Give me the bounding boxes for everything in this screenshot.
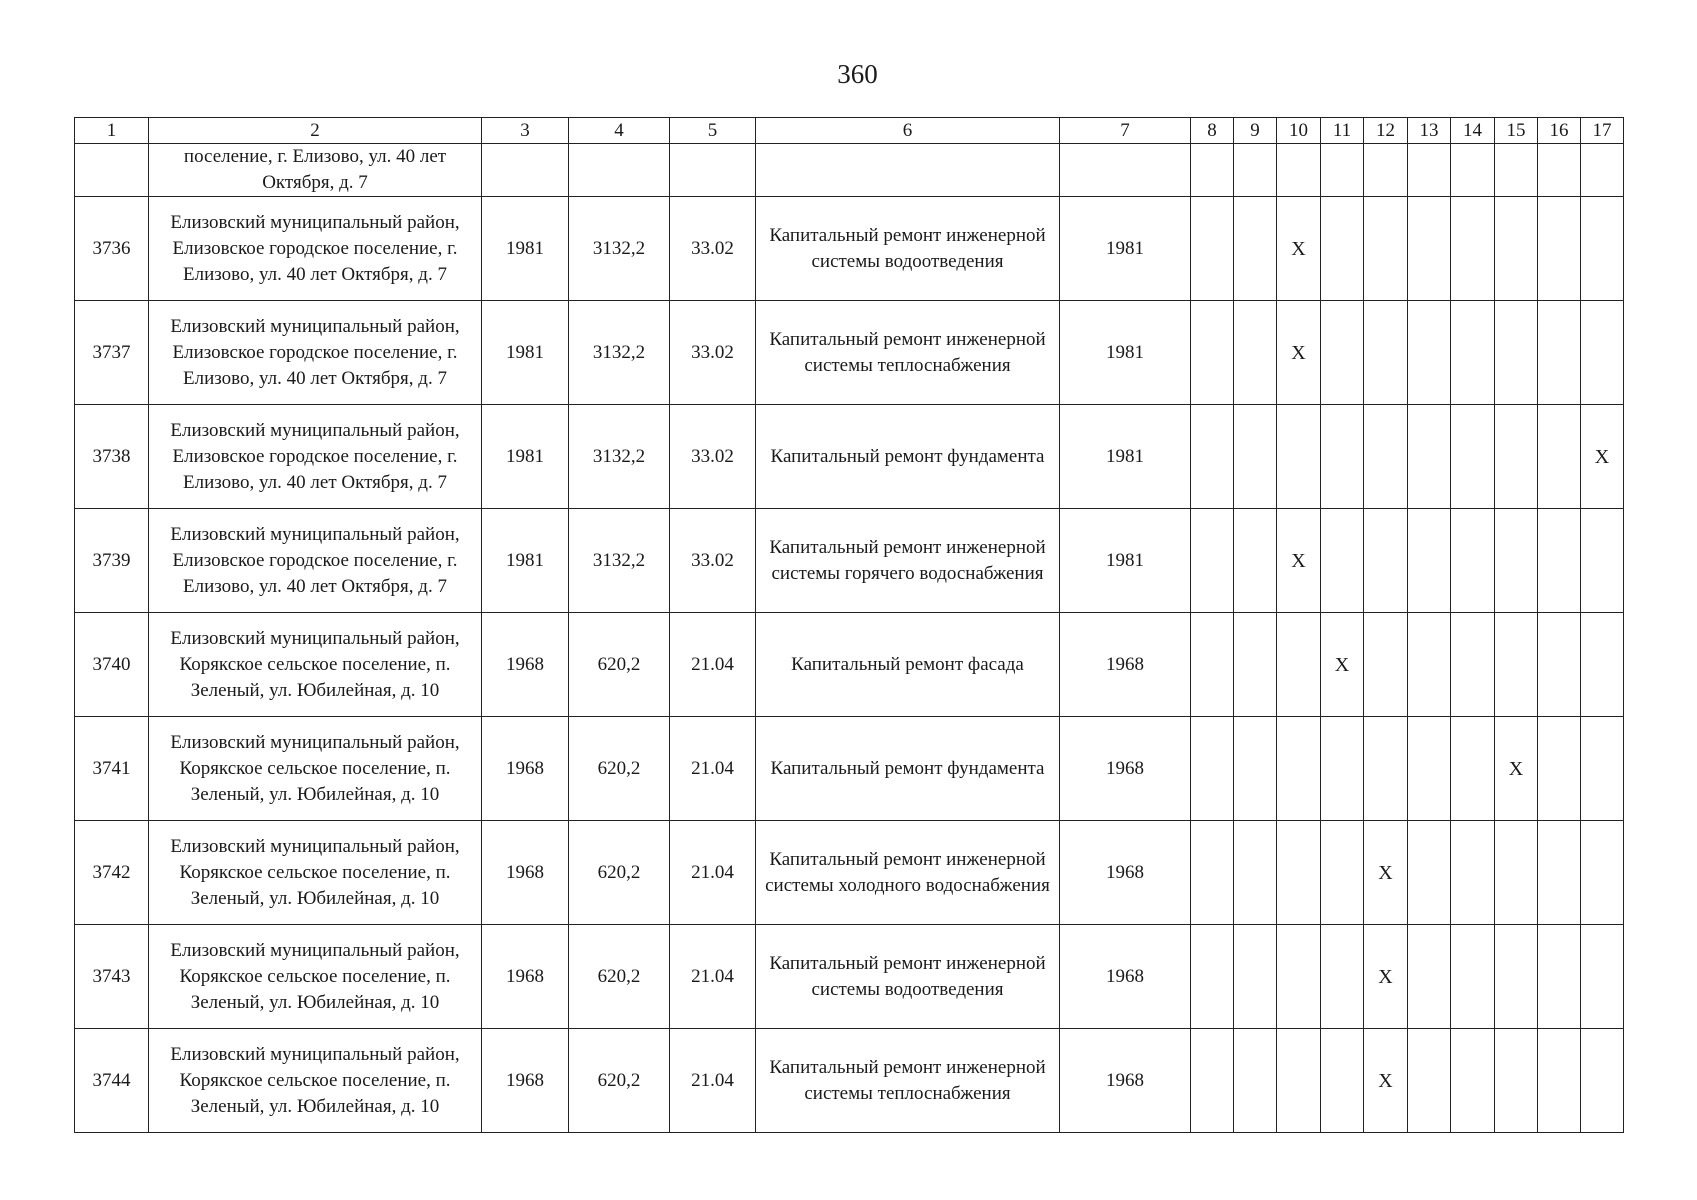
year-cell: 1968 (1060, 1029, 1191, 1133)
area-cell: 620,2 (569, 821, 670, 925)
mark-cell-col-10 (1277, 1029, 1321, 1133)
code-cell: 21.04 (670, 925, 756, 1029)
column-header: 5 (670, 118, 756, 144)
year-cell: 1968 (1060, 925, 1191, 1029)
mark-cell-col-14 (1451, 509, 1495, 613)
area-cell: 620,2 (569, 925, 670, 1029)
table-row (75, 821, 1624, 925)
mark-cell-col-16 (1538, 821, 1581, 925)
empty-cell (1277, 144, 1321, 197)
mark-cell-col-11 (1321, 925, 1364, 1029)
mark-cell-col-14 (1451, 1029, 1495, 1133)
table-row (75, 405, 1624, 509)
empty-cell (1060, 144, 1191, 197)
address-cell: Елизовский муниципальный район, Корякское сельское поселение, п. Зеленый, ул. Юбилейная, д. 10 (149, 821, 482, 925)
mark-cell-col-15 (1495, 405, 1538, 509)
mark-cell-col-8 (1191, 821, 1234, 925)
column-header: 6 (756, 118, 1060, 144)
empty-cell (1495, 144, 1538, 197)
mark-cell-col-11 (1321, 197, 1364, 301)
mark-cell-col-8 (1191, 613, 1234, 717)
mark-cell-col-13 (1408, 821, 1451, 925)
mark-cell-col-16 (1538, 613, 1581, 717)
year-cell: 1981 (1060, 301, 1191, 405)
table-row (75, 509, 1624, 613)
area-cell: 3132,2 (569, 301, 670, 405)
mark-cell-col-13 (1408, 717, 1451, 821)
work-type-cell: Капитальный ремонт инженерной системы холодного водоснабжения (756, 821, 1060, 925)
mark-cell-col-15 (1495, 613, 1538, 717)
build-year-cell: 1968 (482, 613, 569, 717)
mark-cell-col-13 (1408, 509, 1451, 613)
mark-cell-col-10 (1277, 405, 1321, 509)
mark-cell-col-16 (1538, 717, 1581, 821)
empty-cell (756, 144, 1060, 197)
mark-cell-col-10: X (1277, 301, 1321, 405)
year-cell: 1968 (1060, 613, 1191, 717)
build-year-cell: 1981 (482, 197, 569, 301)
address-cell: Елизовский муниципальный район, Корякское сельское поселение, п. Зеленый, ул. Юбилейная, д. 10 (149, 1029, 482, 1133)
mark-cell-col-16 (1538, 301, 1581, 405)
column-header: 17 (1581, 118, 1624, 144)
column-header: 14 (1451, 118, 1495, 144)
mark-cell-col-17 (1581, 717, 1624, 821)
mark-cell-col-14 (1451, 613, 1495, 717)
mark-cell-col-9 (1234, 821, 1277, 925)
empty-cell (1321, 144, 1364, 197)
mark-cell-col-16 (1538, 925, 1581, 1029)
mark-cell-col-15 (1495, 509, 1538, 613)
mark-cell-col-14 (1451, 717, 1495, 821)
code-cell: 21.04 (670, 821, 756, 925)
mark-cell-col-8 (1191, 1029, 1234, 1133)
row-number-cell: 3737 (75, 301, 149, 405)
code-cell: 21.04 (670, 717, 756, 821)
empty-cell (482, 144, 569, 197)
mark-cell-col-12 (1364, 509, 1408, 613)
mark-cell-col-10 (1277, 925, 1321, 1029)
mark-cell-col-10 (1277, 717, 1321, 821)
mark-cell-col-15: X (1495, 717, 1538, 821)
area-cell: 620,2 (569, 613, 670, 717)
mark-cell-col-14 (1451, 301, 1495, 405)
table-row (75, 925, 1624, 1029)
empty-cell (1234, 144, 1277, 197)
mark-cell-col-13 (1408, 301, 1451, 405)
mark-cell-col-8 (1191, 197, 1234, 301)
area-cell: 3132,2 (569, 197, 670, 301)
code-cell: 21.04 (670, 613, 756, 717)
build-year-cell: 1981 (482, 301, 569, 405)
mark-cell-col-11 (1321, 717, 1364, 821)
column-header: 15 (1495, 118, 1538, 144)
empty-cell (569, 144, 670, 197)
empty-cell (1581, 144, 1624, 197)
empty-cell (1451, 144, 1495, 197)
column-header: 8 (1191, 118, 1234, 144)
mark-cell-col-12 (1364, 717, 1408, 821)
mark-cell-col-13 (1408, 197, 1451, 301)
mark-cell-col-16 (1538, 197, 1581, 301)
area-cell: 3132,2 (569, 405, 670, 509)
mark-cell-col-10: X (1277, 509, 1321, 613)
work-type-cell: Капитальный ремонт инженерной системы теплоснабжения (756, 1029, 1060, 1133)
row-number-cell: 3742 (75, 821, 149, 925)
column-header: 13 (1408, 118, 1451, 144)
mark-cell-col-15 (1495, 821, 1538, 925)
mark-cell-col-13 (1408, 1029, 1451, 1133)
mark-cell-col-14 (1451, 925, 1495, 1029)
address-cell: Елизовский муниципальный район, Елизовское городское поселение, г. Елизово, ул. 40 лет Октября, д. 7 (149, 301, 482, 405)
address-cell: поселение, г. Елизово, ул. 40 лет Октября, д. 7 (149, 144, 482, 197)
build-year-cell: 1981 (482, 509, 569, 613)
address-cell: Елизовский муниципальный район, Корякское сельское поселение, п. Зеленый, ул. Юбилейная, д. 10 (149, 925, 482, 1029)
mark-cell-col-9 (1234, 509, 1277, 613)
mark-cell-col-17: X (1581, 405, 1624, 509)
mark-cell-col-13 (1408, 925, 1451, 1029)
code-cell: 33.02 (670, 405, 756, 509)
work-type-cell: Капитальный ремонт фасада (756, 613, 1060, 717)
column-header: 12 (1364, 118, 1408, 144)
mark-cell-col-12: X (1364, 925, 1408, 1029)
column-header: 16 (1538, 118, 1581, 144)
mark-cell-col-14 (1451, 197, 1495, 301)
mark-cell-col-9 (1234, 197, 1277, 301)
column-header: 7 (1060, 118, 1191, 144)
mark-cell-col-12 (1364, 301, 1408, 405)
mark-cell-col-15 (1495, 301, 1538, 405)
address-cell: Елизовский муниципальный район, Корякское сельское поселение, п. Зеленый, ул. Юбилейная, д. 10 (149, 613, 482, 717)
empty-cell (1538, 144, 1581, 197)
row-number-cell: 3740 (75, 613, 149, 717)
mark-cell-col-9 (1234, 717, 1277, 821)
build-year-cell: 1968 (482, 821, 569, 925)
work-type-cell: Капитальный ремонт фундамента (756, 405, 1060, 509)
column-header: 9 (1234, 118, 1277, 144)
build-year-cell: 1968 (482, 925, 569, 1029)
row-number-cell: 3736 (75, 197, 149, 301)
mark-cell-col-9 (1234, 405, 1277, 509)
column-header: 4 (569, 118, 670, 144)
mark-cell-col-16 (1538, 1029, 1581, 1133)
year-cell: 1968 (1060, 821, 1191, 925)
address-cell: Елизовский муниципальный район, Елизовское городское поселение, г. Елизово, ул. 40 лет Октября, д. 7 (149, 405, 482, 509)
mark-cell-col-17 (1581, 509, 1624, 613)
work-type-cell: Капитальный ремонт инженерной системы водоотведения (756, 197, 1060, 301)
continuation-row (75, 144, 1624, 197)
code-cell: 21.04 (670, 1029, 756, 1133)
mark-cell-col-9 (1234, 301, 1277, 405)
mark-cell-col-17 (1581, 821, 1624, 925)
build-year-cell: 1968 (482, 1029, 569, 1133)
table-row (75, 717, 1624, 821)
code-cell: 33.02 (670, 197, 756, 301)
mark-cell-col-17 (1581, 197, 1624, 301)
work-type-cell: Капитальный ремонт инженерной системы водоотведения (756, 925, 1060, 1029)
mark-cell-col-9 (1234, 925, 1277, 1029)
work-type-cell: Капитальный ремонт фундамента (756, 717, 1060, 821)
mark-cell-col-11 (1321, 405, 1364, 509)
address-cell: Елизовский муниципальный район, Елизовское городское поселение, г. Елизово, ул. 40 лет Октября, д. 7 (149, 197, 482, 301)
year-cell: 1981 (1060, 197, 1191, 301)
column-number-row (75, 118, 1624, 144)
mark-cell-col-12: X (1364, 1029, 1408, 1133)
mark-cell-col-9 (1234, 1029, 1277, 1133)
mark-cell-col-14 (1451, 821, 1495, 925)
page-number: 360 (837, 59, 878, 89)
mark-cell-col-10 (1277, 821, 1321, 925)
empty-cell (670, 144, 756, 197)
row-number-cell: 3743 (75, 925, 149, 1029)
mark-cell-col-9 (1234, 613, 1277, 717)
works-table (74, 117, 1624, 1133)
mark-cell-col-12 (1364, 405, 1408, 509)
mark-cell-col-12: X (1364, 821, 1408, 925)
work-type-cell: Капитальный ремонт инженерной системы горячего водоснабжения (756, 509, 1060, 613)
area-cell: 620,2 (569, 1029, 670, 1133)
table-row (75, 301, 1624, 405)
mark-cell-col-11 (1321, 509, 1364, 613)
column-header: 3 (482, 118, 569, 144)
mark-cell-col-17 (1581, 613, 1624, 717)
mark-cell-col-14 (1451, 405, 1495, 509)
column-header: 1 (75, 118, 149, 144)
mark-cell-col-10: X (1277, 197, 1321, 301)
mark-cell-col-11 (1321, 1029, 1364, 1133)
row-number-cell: 3738 (75, 405, 149, 509)
mark-cell-col-13 (1408, 405, 1451, 509)
mark-cell-col-13 (1408, 613, 1451, 717)
mark-cell-col-10 (1277, 613, 1321, 717)
row-number-cell: 3744 (75, 1029, 149, 1133)
mark-cell-col-8 (1191, 925, 1234, 1029)
address-cell: Елизовский муниципальный район, Елизовское городское поселение, г. Елизово, ул. 40 лет Октября, д. 7 (149, 509, 482, 613)
mark-cell-col-17 (1581, 925, 1624, 1029)
column-header: 2 (149, 118, 482, 144)
year-cell: 1981 (1060, 509, 1191, 613)
mark-cell-col-8 (1191, 717, 1234, 821)
table-row (75, 1029, 1624, 1133)
mark-cell-col-15 (1495, 925, 1538, 1029)
mark-cell-col-12 (1364, 197, 1408, 301)
empty-cell (1408, 144, 1451, 197)
row-number-cell (75, 144, 149, 197)
build-year-cell: 1981 (482, 405, 569, 509)
table-row (75, 197, 1624, 301)
row-number-cell: 3741 (75, 717, 149, 821)
code-cell: 33.02 (670, 301, 756, 405)
mark-cell-col-11: X (1321, 613, 1364, 717)
work-type-cell: Капитальный ремонт инженерной системы теплоснабжения (756, 301, 1060, 405)
year-cell: 1981 (1060, 405, 1191, 509)
empty-cell (1191, 144, 1234, 197)
mark-cell-col-12 (1364, 613, 1408, 717)
empty-cell (1364, 144, 1408, 197)
area-cell: 3132,2 (569, 509, 670, 613)
mark-cell-col-17 (1581, 1029, 1624, 1133)
mark-cell-col-8 (1191, 301, 1234, 405)
mark-cell-col-11 (1321, 821, 1364, 925)
build-year-cell: 1968 (482, 717, 569, 821)
column-header: 10 (1277, 118, 1321, 144)
mark-cell-col-15 (1495, 197, 1538, 301)
mark-cell-col-8 (1191, 405, 1234, 509)
mark-cell-col-16 (1538, 405, 1581, 509)
mark-cell-col-11 (1321, 301, 1364, 405)
mark-cell-col-16 (1538, 509, 1581, 613)
column-header: 11 (1321, 118, 1364, 144)
mark-cell-col-15 (1495, 1029, 1538, 1133)
mark-cell-col-8 (1191, 509, 1234, 613)
area-cell: 620,2 (569, 717, 670, 821)
year-cell: 1968 (1060, 717, 1191, 821)
mark-cell-col-17 (1581, 301, 1624, 405)
row-number-cell: 3739 (75, 509, 149, 613)
table-row (75, 613, 1624, 717)
code-cell: 33.02 (670, 509, 756, 613)
address-cell: Елизовский муниципальный район, Корякское сельское поселение, п. Зеленый, ул. Юбилейная, д. 10 (149, 717, 482, 821)
